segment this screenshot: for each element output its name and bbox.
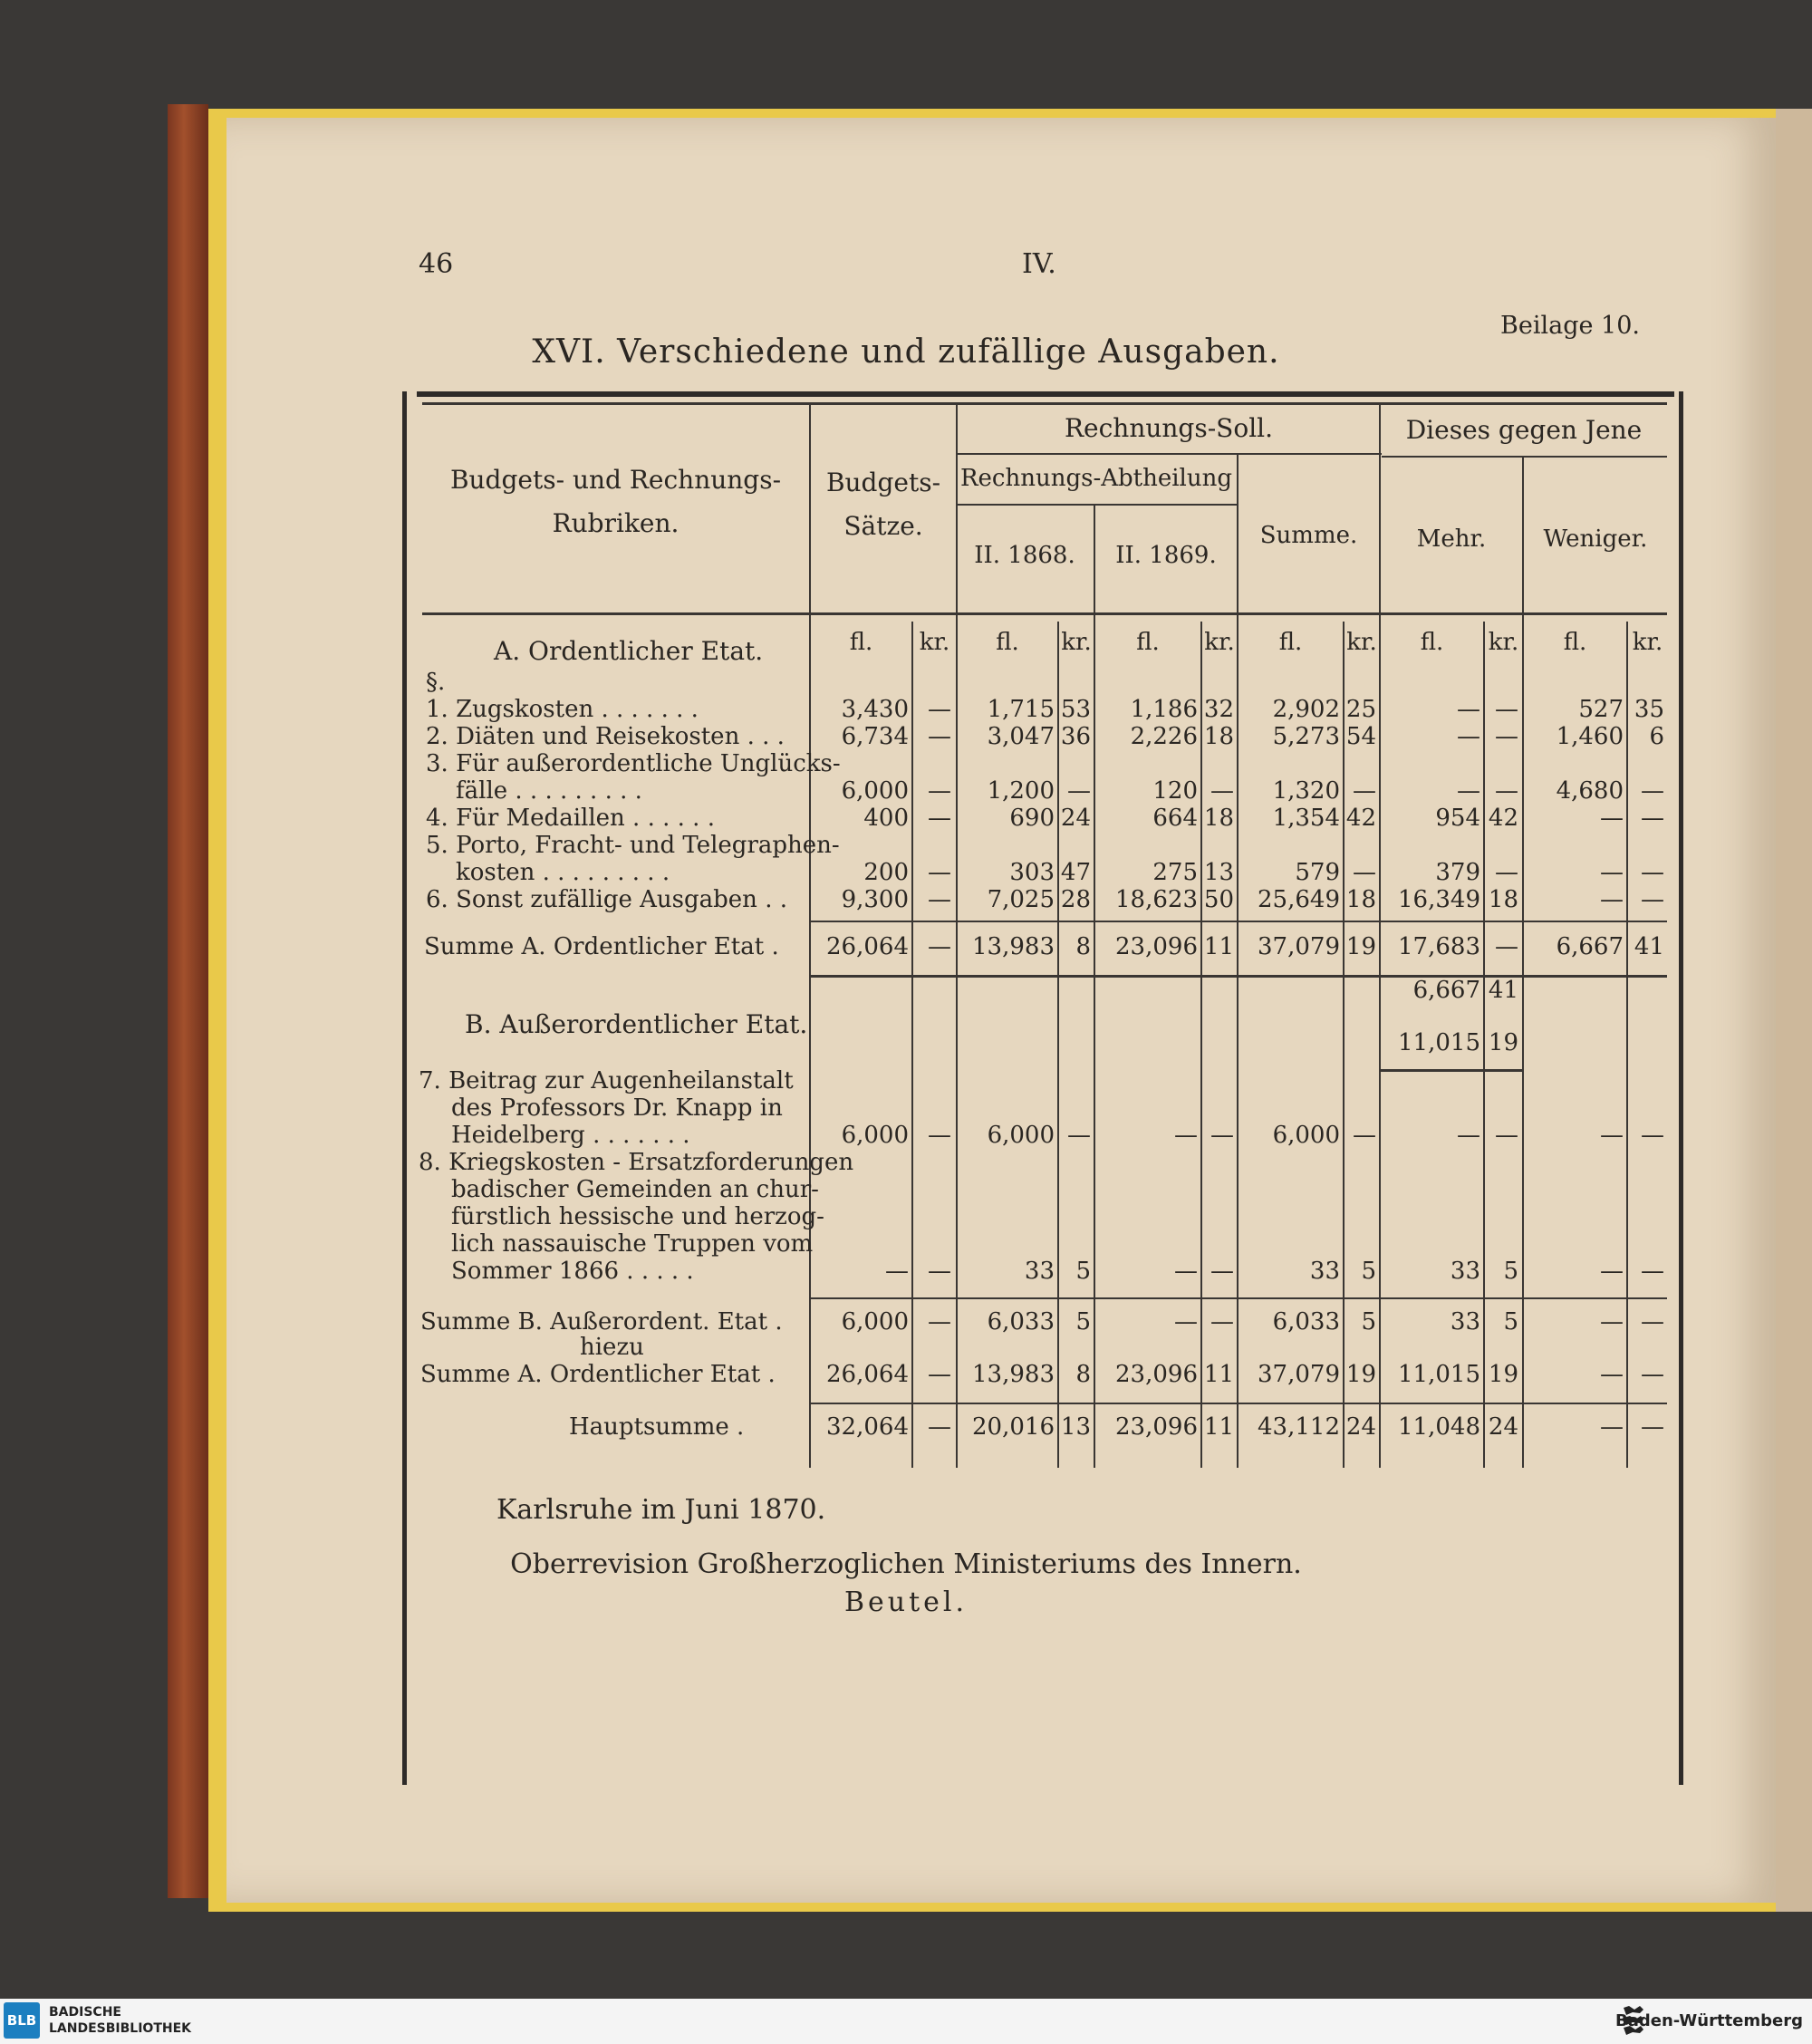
- table-cell: —: [885, 1258, 909, 1285]
- table-cell: —: [928, 1413, 951, 1441]
- table-cell: 13,983: [972, 933, 1055, 960]
- table-cell: 19: [1345, 933, 1376, 960]
- table-cell: —: [928, 1258, 951, 1285]
- table-cell: 33: [1450, 1308, 1480, 1335]
- table-cell: —: [1495, 1122, 1518, 1149]
- table-cell: 9,300: [841, 886, 909, 913]
- table-cell: 33: [1024, 1258, 1055, 1285]
- table-cell: 17,683: [1398, 933, 1480, 960]
- table-cell: —: [1174, 1258, 1198, 1285]
- table-cell: 13,983: [972, 1361, 1055, 1388]
- table-cell: 6: [1649, 723, 1664, 750]
- table-cell: 7,025: [987, 886, 1055, 913]
- row-label-cont: des Professors Dr. Knapp in: [451, 1094, 783, 1122]
- table-cell: —: [1600, 859, 1624, 886]
- col-line: [1379, 402, 1381, 1468]
- header-weniger: Weniger.: [1543, 525, 1648, 553]
- table-cell: 1,354: [1272, 805, 1340, 832]
- table-cell: 8: [1075, 933, 1091, 960]
- supplement-label: Beilage 10.: [1500, 312, 1640, 340]
- table-cell: 2,226: [1130, 723, 1198, 750]
- table-cell: —: [1174, 1308, 1198, 1335]
- table-cell: 6,000: [1272, 1122, 1340, 1149]
- table-cell: —: [1600, 1361, 1624, 1388]
- table-cell: —: [928, 805, 951, 832]
- table-cell: 24: [1060, 805, 1091, 832]
- row-label: 2. Diäten und Reisekosten . . .: [426, 723, 785, 750]
- table-cell: 20,016: [972, 1413, 1055, 1441]
- table-cell: 18: [1345, 886, 1376, 913]
- table-cell: 33: [1450, 1258, 1480, 1285]
- table-cell: 33: [1309, 1258, 1340, 1285]
- table-cell: —: [1067, 777, 1091, 805]
- table-cell: 954: [1435, 805, 1480, 832]
- table-cell: 690: [1009, 805, 1055, 832]
- table-cell: 23,096: [1115, 933, 1198, 960]
- row-label-cont: kosten . . . . . . . . .: [456, 859, 670, 886]
- table-cell: 50: [1203, 886, 1234, 913]
- table-cell: —: [1600, 805, 1624, 832]
- row-label-cont: fürstlich hessische und herzog-: [451, 1203, 824, 1230]
- authority: Oberrevision Großherzoglichen Ministeriums des Innern.: [510, 1548, 1302, 1580]
- row-label-sum-b: Summe B. Außerordent. Etat .: [420, 1308, 783, 1335]
- unit-fl: fl.: [849, 629, 873, 656]
- table-cell: —: [1210, 1308, 1234, 1335]
- table-cell: —: [1457, 723, 1480, 750]
- row-label-cont: fälle . . . . . . . . .: [456, 777, 642, 805]
- table-cell: —: [1641, 1122, 1664, 1149]
- table-cell: 1,320: [1272, 777, 1340, 805]
- table-cell: —: [1641, 777, 1664, 805]
- header-mehr: Mehr.: [1416, 525, 1487, 553]
- unit-kr: kr.: [1488, 629, 1519, 656]
- table-cell: 1,200: [987, 777, 1055, 805]
- header-abtheilung: Rechnungs-Abtheilung: [959, 465, 1233, 492]
- table-cell: —: [1457, 777, 1480, 805]
- footer-bar: [0, 1999, 1812, 2044]
- table-cell: —: [1457, 1122, 1480, 1149]
- row-label: 7. Beitrag zur Augenheilanstalt: [419, 1067, 794, 1094]
- table-cell: —: [928, 1361, 951, 1388]
- table-cell: —: [1641, 859, 1664, 886]
- table-cell: 6,033: [1272, 1308, 1340, 1335]
- row-label: 5. Porto, Fracht- und Telegraphen-: [426, 832, 840, 859]
- header-rubrics-2: Rubriken.: [552, 508, 680, 538]
- table-cell: 36: [1060, 723, 1091, 750]
- table-cell: 579: [1295, 859, 1340, 886]
- table-cell: —: [1641, 1361, 1664, 1388]
- table-cell: 23,096: [1115, 1361, 1198, 1388]
- unit-fl: fl.: [1278, 629, 1303, 656]
- table-cell: 275: [1152, 859, 1198, 886]
- place-date: Karlsruhe im Juni 1870.: [496, 1494, 826, 1526]
- library-logo[interactable]: BLB: [4, 2002, 40, 2039]
- header-year-1869: II. 1869.: [1115, 542, 1217, 569]
- table-cell: 6,667: [1556, 933, 1624, 960]
- header-budget: Budgets-: [825, 468, 941, 497]
- table-cell: —: [928, 696, 951, 723]
- table-cell: 18: [1488, 886, 1518, 913]
- table-cell: 26,064: [826, 1361, 909, 1388]
- unit-kr: kr.: [1632, 629, 1663, 656]
- sum-a-top-line: [809, 921, 1667, 922]
- row-label-cont: Heidelberg . . . . . . .: [451, 1122, 690, 1149]
- abtheilung-underline: [956, 504, 1237, 506]
- table-cell: 35: [1634, 696, 1664, 723]
- sum-a-bottom-line: [809, 975, 1667, 978]
- table-cell: 28: [1060, 886, 1091, 913]
- table-cell: 16,349: [1398, 886, 1480, 913]
- row-label-grand-total: Hauptsumme .: [569, 1413, 745, 1441]
- table-cell: —: [1210, 1258, 1234, 1285]
- table-cell: 41: [1488, 977, 1518, 1004]
- table-cell: —: [928, 1308, 951, 1335]
- table-cell: 37,079: [1258, 1361, 1340, 1388]
- table-cell: 41: [1634, 933, 1664, 960]
- table-cell: —: [1067, 1122, 1091, 1149]
- header-year-1868: II. 1868.: [974, 542, 1075, 569]
- table-cell: —: [1174, 1122, 1198, 1149]
- table-cell: —: [1495, 933, 1518, 960]
- table-cell: 11: [1203, 1361, 1234, 1388]
- grand-total-top-line: [809, 1403, 1667, 1404]
- section-a-heading: A. Ordentlicher Etat.: [494, 636, 764, 666]
- table-cell: 5,273: [1272, 723, 1340, 750]
- table-cell: 379: [1435, 859, 1480, 886]
- sum-b-top-line: [809, 1297, 1667, 1299]
- table-cell: —: [1495, 696, 1518, 723]
- row-label: 4. Für Medaillen . . . . . .: [426, 805, 715, 832]
- row-label-sum-a-repeat: Summe A. Ordentlicher Etat .: [420, 1361, 776, 1388]
- table-cell: —: [1641, 886, 1664, 913]
- unit-fl: fl.: [996, 629, 1019, 656]
- mehr-sum-line: [1379, 1069, 1522, 1072]
- table-cell: 6,033: [987, 1308, 1055, 1335]
- table-cell: 6,000: [841, 777, 909, 805]
- table-cell: —: [928, 886, 951, 913]
- row-label: 8. Kriegskosten - Ersatzforderungen: [419, 1149, 854, 1176]
- table-cell: 1,186: [1130, 696, 1198, 723]
- table-cell: 5: [1503, 1308, 1518, 1335]
- table-cell: 3,430: [841, 696, 909, 723]
- unit-fl: fl.: [1563, 629, 1587, 656]
- col-line: [1522, 456, 1524, 1468]
- table-cell: 303: [1009, 859, 1055, 886]
- table-cell: —: [1353, 1122, 1376, 1149]
- header-rechnungs-soll: Rechnungs-Soll.: [1064, 413, 1274, 443]
- table-cell: 24: [1488, 1413, 1518, 1441]
- table-cell: 2,902: [1272, 696, 1340, 723]
- table-cell: 11,048: [1398, 1413, 1480, 1441]
- table-cell: 3,047: [987, 723, 1055, 750]
- table-cell: 23,096: [1115, 1413, 1198, 1441]
- table-cell: 32: [1203, 696, 1234, 723]
- table-cell: 19: [1345, 1361, 1376, 1388]
- table-cell: 4,680: [1556, 777, 1624, 805]
- table-cell: 527: [1578, 696, 1624, 723]
- unit-kr: kr.: [1346, 629, 1377, 656]
- table-cell: —: [1641, 1413, 1664, 1441]
- table-cell: —: [1641, 1308, 1664, 1335]
- section-number: IV.: [1022, 248, 1056, 280]
- table-cell: 54: [1345, 723, 1376, 750]
- header-bottom-line: [422, 612, 1667, 615]
- table-cell: —: [1495, 777, 1518, 805]
- signature: Beutel.: [843, 1586, 969, 1618]
- diff-underline: [1382, 456, 1667, 458]
- row-label-hiezu: hiezu: [580, 1334, 644, 1361]
- table-cell: —: [1641, 805, 1664, 832]
- table-cell: 25: [1345, 696, 1376, 723]
- table-cell: 1,460: [1556, 723, 1624, 750]
- table-cell: 42: [1488, 805, 1518, 832]
- table-cell: —: [1210, 1122, 1234, 1149]
- table-cell: —: [1600, 1308, 1624, 1335]
- table-cell: 6,000: [841, 1122, 909, 1149]
- unit-kr: kr.: [1061, 629, 1092, 656]
- page-number: 46: [419, 248, 454, 280]
- unit-fl: fl.: [1420, 629, 1444, 656]
- table-cell: 18: [1203, 723, 1234, 750]
- table-cell: 200: [863, 859, 909, 886]
- table-cell: 18,623: [1115, 886, 1198, 913]
- row-label-cont: Sommer 1866 . . . . .: [451, 1258, 694, 1285]
- table-cell: 6,667: [1412, 977, 1480, 1004]
- row-label: 3. Für außerordentliche Unglücks-: [426, 750, 841, 777]
- table-cell: 6,000: [987, 1122, 1055, 1149]
- row-label-cont: badischer Gemeinden an chur-: [451, 1176, 819, 1203]
- table-cell: —: [928, 933, 951, 960]
- table-cell: —: [1495, 859, 1518, 886]
- table-cell: —: [1210, 777, 1234, 805]
- table-cell: 25,649: [1258, 886, 1340, 913]
- table-cell: 5: [1361, 1258, 1376, 1285]
- table-cell: —: [1600, 1413, 1624, 1441]
- table-cell: —: [1353, 777, 1376, 805]
- soll-underline: [956, 453, 1382, 455]
- table-cell: 42: [1345, 805, 1376, 832]
- book-cover-edge: [168, 104, 208, 1898]
- page-title: XVI. Verschiedene und zufällige Ausgaben.: [532, 333, 1280, 371]
- table-cell: —: [928, 859, 951, 886]
- table-cell: 37,079: [1258, 933, 1340, 960]
- row-label-sum-a: Summe A. Ordentlicher Etat .: [424, 933, 779, 960]
- col-line: [1237, 453, 1239, 1468]
- unit-kr: kr.: [1204, 629, 1235, 656]
- paragraph-sign: §.: [426, 669, 446, 696]
- table-cell: 24: [1345, 1413, 1376, 1441]
- row-label: 6. Sonst zufällige Ausgaben . .: [426, 886, 787, 913]
- header-summe: Summe.: [1259, 522, 1358, 549]
- table-cell: 26,064: [826, 933, 909, 960]
- table-cell: 43,112: [1258, 1413, 1340, 1441]
- table-cell: 1,715: [987, 696, 1055, 723]
- table-cell: —: [1600, 1122, 1624, 1149]
- table-cell: 11,015: [1398, 1361, 1480, 1388]
- table-cell: 13: [1060, 1413, 1091, 1441]
- header-rubrics: Budgets- und Rechnungs-: [449, 465, 782, 495]
- table-cell: 11: [1203, 1413, 1234, 1441]
- col-line: [809, 402, 811, 1468]
- table-cell: —: [1495, 723, 1518, 750]
- table-cell: 53: [1060, 696, 1091, 723]
- table-cell: 5: [1075, 1308, 1091, 1335]
- unit-fl: fl.: [1136, 629, 1160, 656]
- table-cell: 5: [1075, 1258, 1091, 1285]
- table-cell: —: [1600, 886, 1624, 913]
- header-top-line: [422, 402, 1667, 405]
- header-budget-2: Sätze.: [843, 511, 923, 541]
- table-cell: —: [1641, 1258, 1664, 1285]
- table-cell: 664: [1152, 805, 1198, 832]
- table-cell: —: [1600, 1258, 1624, 1285]
- table-cell: —: [928, 723, 951, 750]
- table-cell: 11,015: [1398, 1029, 1480, 1056]
- table-cell: 400: [863, 805, 909, 832]
- table-cell: —: [1457, 696, 1480, 723]
- table-cell: —: [928, 777, 951, 805]
- table-cell: 32,064: [826, 1413, 909, 1441]
- table-cell: 19: [1488, 1029, 1518, 1056]
- section-b-heading: B. Außerordentlicher Etat.: [465, 1009, 808, 1039]
- library-name-line2: LANDESBIBLIOTHEK: [49, 2021, 192, 2036]
- row-label: 1. Zugskosten . . . . . . .: [426, 696, 699, 723]
- table-cell: 18: [1203, 805, 1234, 832]
- table-cell: 47: [1060, 859, 1091, 886]
- table-cell: 8: [1075, 1361, 1091, 1388]
- table-cell: 19: [1488, 1361, 1518, 1388]
- row-label-cont: lich nassauische Truppen vom: [451, 1230, 814, 1258]
- unit-kr: kr.: [919, 629, 950, 656]
- table-cell: —: [1353, 859, 1376, 886]
- library-name[interactable]: [49, 2004, 191, 2037]
- table-cell: 13: [1203, 859, 1234, 886]
- state-name[interactable]: Baden-Württemberg: [1614, 2011, 1803, 2030]
- table-cell: 6,734: [841, 723, 909, 750]
- facing-page-edge: [1776, 109, 1812, 1912]
- table-cell: 120: [1152, 777, 1198, 805]
- library-name-line1: BADISCHE: [49, 2005, 121, 2020]
- table-cell: —: [928, 1122, 951, 1149]
- table-cell: 5: [1361, 1308, 1376, 1335]
- header-dieses-gegen-jene: Dieses gegen Jene: [1405, 415, 1643, 445]
- table-cell: 6,000: [841, 1308, 909, 1335]
- table-cell: 11: [1203, 933, 1234, 960]
- table-cell: 5: [1503, 1258, 1518, 1285]
